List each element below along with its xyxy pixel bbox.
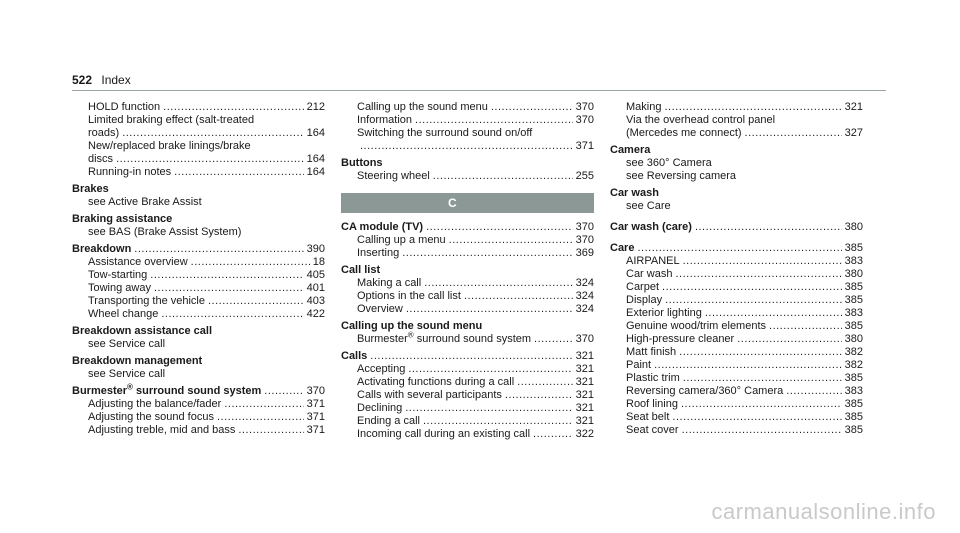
index-entry: Seat cover ..... 385	[610, 424, 863, 437]
index-entry: Steering wheel ..... 255	[341, 170, 594, 183]
index-entry: discs ..... 164	[72, 153, 325, 166]
index-column-2	[341, 101, 594, 441]
index-entry: Burmester® surround sound system ..... 370	[341, 333, 594, 346]
index-entry: Towing away ..... 401	[72, 282, 325, 295]
index-entry: Seat belt ..... 385	[610, 411, 863, 424]
see-reference: see 360° Camera	[626, 157, 712, 169]
index-heading: Car wash (care) ..... 380	[610, 221, 863, 234]
page-header	[72, 73, 131, 87]
index-entry: roads) ..... 164	[72, 127, 325, 140]
index-entry: High-pressure cleaner ..... 380	[610, 333, 863, 346]
index-entry-line: New/replaced brake linings/brake	[88, 140, 251, 152]
index-heading: Calling up the sound menu	[341, 320, 483, 332]
index-heading: Breakdown ..... 390	[72, 243, 325, 256]
index-heading: Car wash	[610, 187, 659, 199]
index-entry: Tow-starting ..... 405	[72, 269, 325, 282]
see-reference: see Active Brake Assist	[88, 196, 202, 208]
index-heading: Breakdown management	[72, 355, 203, 367]
index-entry: Genuine wood/trim elements ..... 385	[610, 320, 863, 333]
see-reference: see Service call	[88, 368, 166, 380]
index-entry: AIRPANEL ..... 383	[610, 255, 863, 268]
index-entry: Incoming call during an existing call ..... 322	[341, 428, 594, 441]
index-heading: Burmester® surround sound system ..... 370	[72, 385, 325, 398]
index-entry-line: Switching the surround sound on/off	[357, 127, 533, 139]
index-entry: Calling up a menu ..... 370	[341, 234, 594, 247]
see-reference: see Service call	[88, 338, 166, 350]
index-heading: Calls ..... 321	[341, 350, 594, 363]
index-heading: Buttons	[341, 157, 383, 169]
index-entry: Adjusting the balance/fader ..... 371	[72, 398, 325, 411]
page-title: Index	[101, 73, 131, 87]
watermark: carmanualsonline.info	[711, 499, 936, 524]
see-reference: see Care	[626, 200, 671, 212]
index-entry: Options in the call list ..... 324	[341, 290, 594, 303]
page-number: 522	[72, 73, 93, 87]
index-heading: Braking assistance	[72, 213, 173, 225]
index-heading: Brakes	[72, 183, 109, 195]
index-entry: Display ..... 385	[610, 294, 863, 307]
index-entry: Adjusting treble, mid and bass ..... 371	[72, 424, 325, 437]
index-column-1	[72, 101, 325, 437]
index-entry: Accepting ..... 321	[341, 363, 594, 376]
index-entry: Carpet ..... 385	[610, 281, 863, 294]
index-entry: Activating functions during a call ..... 321	[341, 376, 594, 389]
section-letter-c: C	[341, 193, 594, 213]
index-entry: Running-in notes ..... 164	[72, 166, 325, 179]
index-heading: Breakdown assistance call	[72, 325, 213, 337]
index-entry: Car wash ..... 380	[610, 268, 863, 281]
index-entry: Transporting the vehicle ..... 403	[72, 295, 325, 308]
index-entry: Making a call ..... 324	[341, 277, 594, 290]
index-entry: Calls with several participants ..... 321	[341, 389, 594, 402]
index-entry: HOLD function ..... 212	[72, 101, 325, 114]
index-entry-line: Via the overhead control panel	[626, 114, 776, 126]
index-entry: Inserting ..... 369	[341, 247, 594, 260]
index-entry: Roof lining ..... 385	[610, 398, 863, 411]
index-entry: Matt finish ..... 382	[610, 346, 863, 359]
index-entry: Plastic trim ..... 385	[610, 372, 863, 385]
see-reference: see BAS (Brake Assist System)	[88, 226, 242, 238]
index-entry: Information ..... 370	[341, 114, 594, 127]
index-entry: Making ..... 321	[610, 101, 863, 114]
index-entry: Declining ..... 321	[341, 402, 594, 415]
index-entry: Reversing camera/360° Camera ..... 383	[610, 385, 863, 398]
index-heading: CA module (TV) ..... 370	[341, 221, 594, 234]
index-entry: (Mercedes me connect) ..... 327	[610, 127, 863, 140]
index-heading: Call list	[341, 264, 381, 276]
index-entry: Assistance overview ..... 18	[72, 256, 325, 269]
header-divider	[72, 90, 886, 91]
index-entry: Calling up the sound menu ..... 370	[341, 101, 594, 114]
index-entry: Exterior lighting ..... 383	[610, 307, 863, 320]
index-entry: Adjusting the sound focus ..... 371	[72, 411, 325, 424]
index-heading: Care ..... 385	[610, 242, 863, 255]
index-entry: Paint ..... 382	[610, 359, 863, 372]
see-reference: see Reversing camera	[626, 170, 737, 182]
index-entry: Wheel change ..... 422	[72, 308, 325, 321]
index-heading: Camera	[610, 144, 651, 156]
index-entry: Ending a call ..... 321	[341, 415, 594, 428]
index-entry: ..... 371	[341, 140, 594, 153]
index-entry-line: Limited braking effect (salt-treated	[88, 114, 255, 126]
index-column-3	[610, 101, 863, 437]
index-entry: Overview ..... 324	[341, 303, 594, 316]
